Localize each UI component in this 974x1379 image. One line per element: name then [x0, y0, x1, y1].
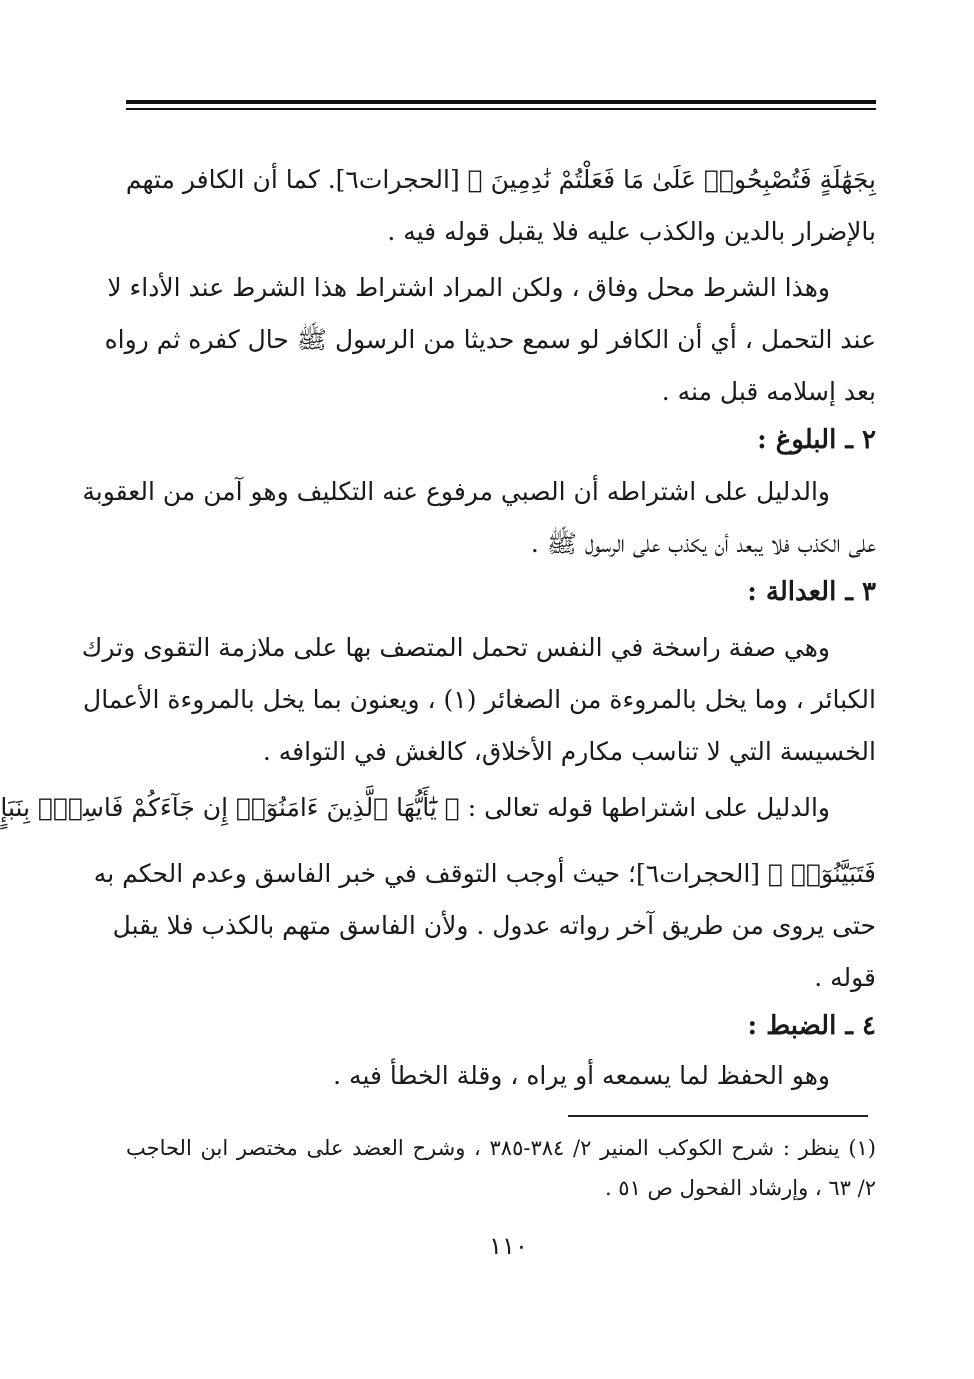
paragraph-precision-definition: [126, 1050, 876, 1102]
heading-integrity-block: [126, 566, 876, 618]
text-line: بالإضرار بالدين والكذب عليه فلا يقبل قوله فيه .: [387, 217, 876, 246]
header-rule-thick: [126, 100, 876, 104]
footnote-separator: [568, 1115, 868, 1117]
footnote-line: (١) ينظر : شرح الكوكب المنير ٢/ ٣٨٤-٣٨٥ ، وشرح العضد على مختصر ابن الحاجب: [126, 1136, 876, 1160]
text-line: وهي صفة راسخة في النفس تحمل المتصف بها على ملازمة التقوى وترك: [81, 633, 830, 662]
header-rule-thin: [126, 108, 876, 110]
heading-precision: ٤ ـ الضبط :: [747, 1011, 876, 1041]
text-line: بِجَهَٰلَةٍ فَتُصْبِحُوا۟ عَلَىٰ مَا فَعَلْتُمْ نَٰدِمِينَ ﴾ [الحجرات٦]. كما أن الكافر متهم: [125, 165, 876, 194]
footnotes: [126, 1128, 876, 1208]
paragraph-integrity-evidence: [0, 782, 876, 1004]
paragraph-quran-continuation: [126, 154, 876, 258]
page-number: ١١٠: [489, 1232, 528, 1260]
text-line: وهو الحفظ لما يسمعه أو يراه ، وقلة الخطأ فيه .: [333, 1061, 830, 1090]
footnote-line: ٢/ ٦٣ ، وإرشاد الفحول ص ٥١ .: [604, 1176, 876, 1200]
text-line: بعد إسلامه قبل منه .: [661, 377, 876, 406]
paragraph-condition-agreement: [104, 262, 876, 418]
text-line: الخسيسة التي لا تناسب مكارم الأخلاق، كالغش في التوافه .: [262, 737, 876, 766]
text-line: وهذا الشرط محل وفاق ، ولكن المراد اشتراط هذا الشرط عند الأداء لا: [107, 273, 830, 302]
heading-precision-block: [126, 1000, 876, 1052]
text-line: على الكذب فلا يبعد أن يكذب على الرسول ﷺ .: [530, 529, 876, 558]
text-line: والدليل على اشتراطها قوله تعالى : ﴿ يَٰٓأَيُّهَا ٱلَّذِينَ ءَامَنُوٓا۟ إِن جَآءَكُمْ فَاسِقٌۢ بِنَبَإٍ: [0, 793, 830, 822]
heading-puberty-block: [126, 414, 876, 466]
text-line: والدليل على اشتراطه أن الصبي مرفوع عنه التكليف وهو آمن من العقوبة: [82, 477, 830, 506]
text-line: قوله .: [814, 963, 876, 992]
text-line: الكبائر ، وما يخل بالمروءة من الصغائر (١) ، ويعنون بما يخل بالمروءة الأعمال: [83, 685, 876, 714]
heading-integrity: ٣ ـ العدالة :: [747, 577, 876, 607]
paragraph-puberty-evidence: [82, 466, 876, 570]
text-line: عند التحمل ، أي أن الكافر لو سمع حديثا من الرسول ﷺ حال كفره ثم رواه: [104, 325, 876, 354]
text-line: حتى يروى من طريق آخر رواته عدول . ولأن الفاسق متهم بالكذب فلا يقبل: [112, 911, 876, 940]
text-line: فَتَبَيَّنُوٓا۟ ﴾ [الحجرات٦]؛ حيث أوجب التوقف في خبر الفاسق وعدم الحكم به: [93, 859, 876, 888]
heading-puberty: ٢ ـ البلوغ :: [757, 425, 876, 455]
paragraph-integrity-definition: [81, 622, 876, 778]
